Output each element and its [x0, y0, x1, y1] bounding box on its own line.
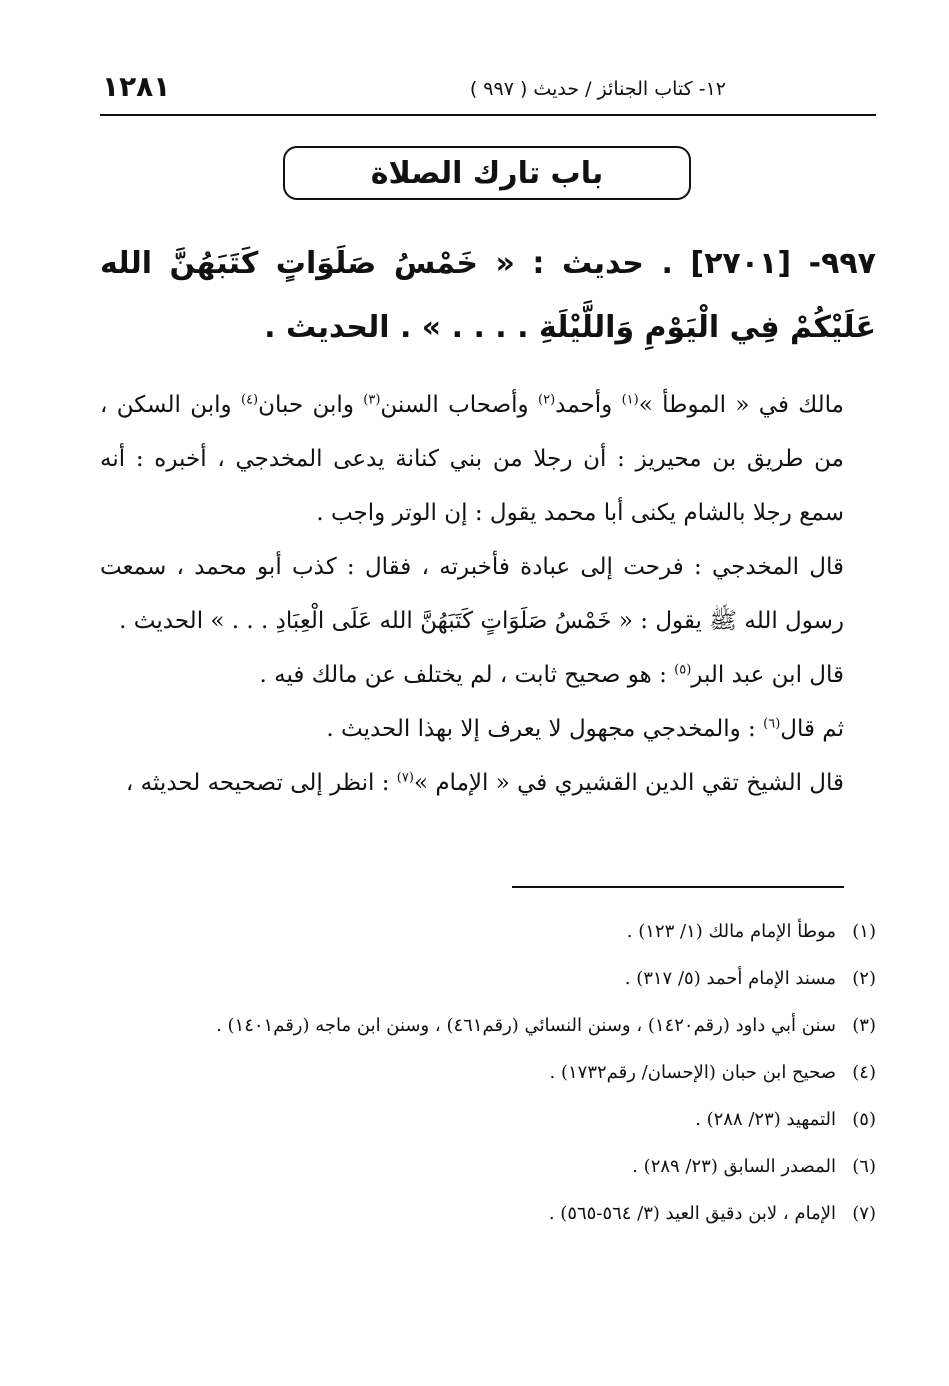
- footnote-number: (٧): [852, 1203, 876, 1224]
- footnote-text: سنن أبي داود (رقم١٤٢٠) ، وسنن النسائي (رقم٤٦١) ، وسنن ابن ماجه (رقم١٤٠١) .: [216, 1015, 836, 1036]
- body-text-run: قال المخدجي : فرحت إلى عبادة فأخبرته ، فقال : كذب أبو محمد ، سمعت رسول الله ﷺ يقول : « خَمْسُ صَلَوَاتٍ كَتَبَهُنَّ الله عَلَى الْعِبَادِ . . . » الحديث .: [100, 554, 844, 634]
- footnote: [100, 955, 876, 1002]
- footnote: [100, 1190, 876, 1237]
- running-header: [100, 68, 876, 116]
- footnote-divider: [512, 886, 844, 888]
- hadith-heading: ٩٩٧- [٢٧٠١] . حديث : « خَمْسُ صَلَوَاتٍ كَتَبَهُنَّ الله عَلَيْكُمْ فِي الْيَوْمِ وَاللَّيْلَةِ . . . . » . الحديث .: [100, 246, 876, 345]
- body-text-run: : هو صحيح ثابت ، لم يختلف عن مالك فيه .: [259, 662, 675, 688]
- footnote-text: مسند الإمام أحمد (٥/ ٣١٧) .: [624, 968, 836, 989]
- book-page: [100, 60, 876, 1280]
- body-paragraph: [100, 756, 876, 810]
- chapter-title-box: [283, 146, 691, 200]
- footnote-text: المصدر السابق (٢٣/ ٢٨٩) .: [632, 1156, 836, 1177]
- footnote: [100, 1143, 876, 1190]
- footnote: [100, 1049, 876, 1096]
- footnote-number: (٣): [852, 1015, 876, 1036]
- footnote-reference: (٦): [763, 716, 781, 732]
- footnote-text: الإمام ، لابن دقيق العيد (٣/ ٥٦٤-٥٦٥) .: [548, 1203, 836, 1224]
- footnote-reference: (٢): [538, 392, 556, 408]
- footnote-number: (١): [852, 921, 876, 942]
- footnote-number: (٦): [852, 1156, 876, 1177]
- page-number: ١٢٨١: [102, 70, 171, 103]
- footnote-text: التمهيد (٢٣/ ٢٨٨) .: [695, 1109, 836, 1130]
- body-text: [100, 378, 876, 810]
- body-text-run: ثم قال: [780, 716, 844, 742]
- footnote-reference: (٤): [240, 392, 259, 408]
- footnote-reference: (٣): [363, 392, 381, 408]
- body-text-run: : والمخدجي مجهول لا يعرف إلا بهذا الحديث .: [326, 716, 764, 742]
- footnote: [100, 1096, 876, 1143]
- footnote-reference: (٥): [674, 662, 692, 678]
- chapter-title: باب تارك الصلاة: [370, 155, 604, 191]
- body-text-run: وأحمد: [555, 392, 622, 418]
- footnote-reference: (١): [621, 392, 639, 408]
- footnote-number: (٥): [852, 1109, 876, 1130]
- body-text-run: وابن حبان: [258, 392, 364, 418]
- footnote-number: (٤): [852, 1062, 876, 1083]
- body-text-run: قال الشيخ تقي الدين القشيري في « الإمام »: [413, 770, 844, 796]
- body-text-run: مالك في « الموطأ »: [638, 392, 844, 418]
- body-paragraph: [100, 648, 876, 702]
- body-text-run: وابن السكن ، من طريق بن محيريز : أن رجلا من بني كنانة يدعى المخدجي ، أخبره : أنه سمع رجلا بالشام يكنى أبا محمد يقول : إن الوتر واجب .: [100, 392, 844, 526]
- footnotes-section: [100, 908, 876, 1237]
- running-title: ١٢- كتاب الجنائز / حديث ( ٩٩٧ ): [469, 78, 726, 100]
- body-paragraph: [100, 702, 876, 756]
- body-text-run: قال ابن عبد البر: [691, 662, 844, 688]
- footnote: [100, 1002, 876, 1049]
- footnote: [100, 908, 876, 955]
- footnote-reference: (٧): [396, 770, 414, 786]
- body-paragraph: [100, 540, 876, 648]
- body-text-run: : انظر إلى تصحيحه لحديثه ،: [125, 770, 397, 796]
- footnote-text: موطأ الإمام مالك (١/ ١٢٣) .: [626, 921, 836, 942]
- footnote-number: (٢): [852, 968, 876, 989]
- body-text-run: وأصحاب السنن: [380, 392, 538, 418]
- body-paragraph: [100, 378, 876, 540]
- footnote-text: صحيح ابن حبان (الإحسان/ رقم١٧٣٢) .: [549, 1062, 836, 1083]
